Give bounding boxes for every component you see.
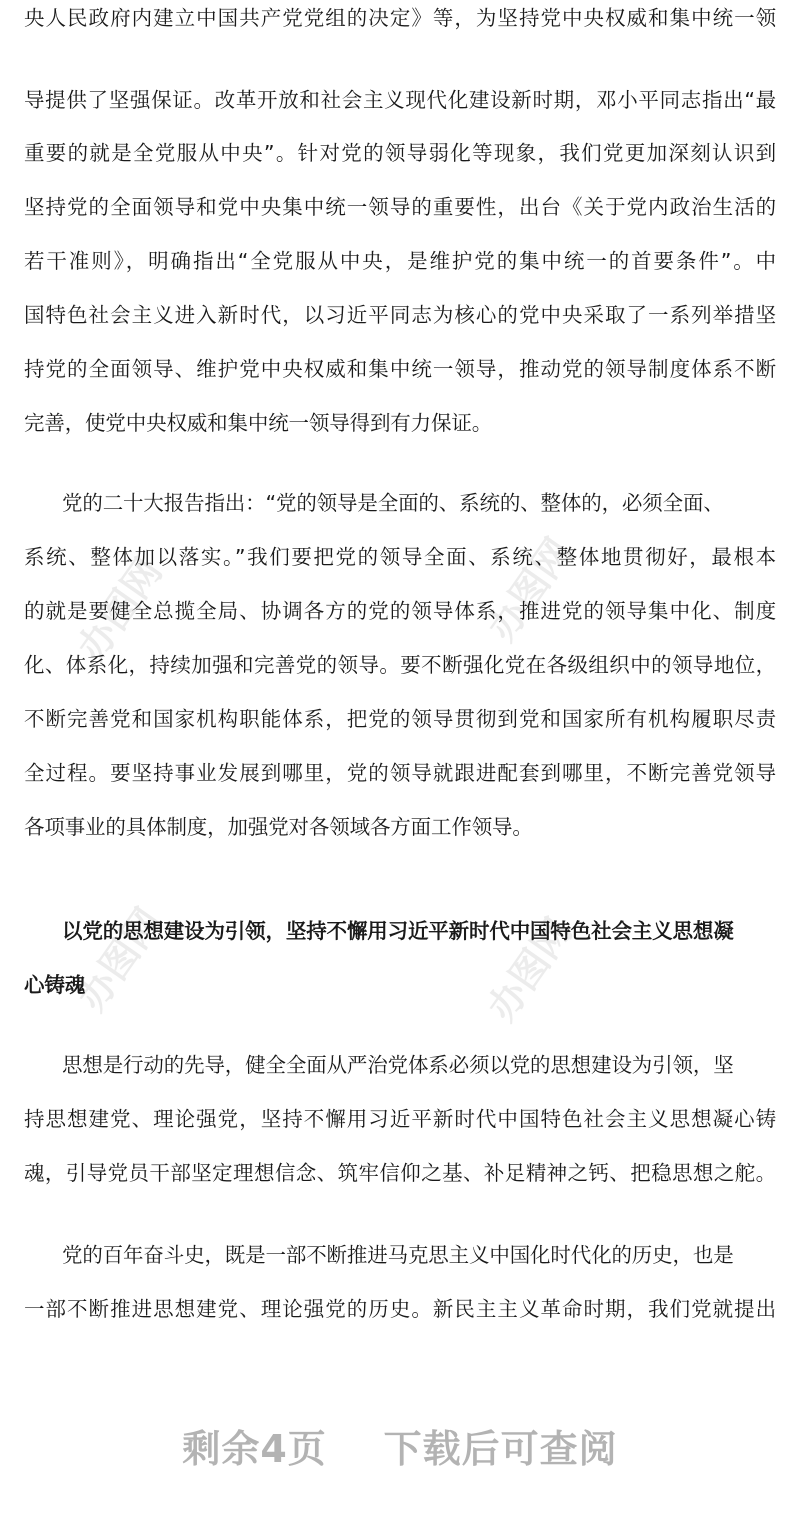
text-line: 不断完善党和国家机构职能体系，把党的领导贯彻到党和国家所有机构履职尽责 bbox=[24, 707, 776, 731]
text-line: 全过程。要坚持事业发展到哪里，党的领导就跟进配套到哪里，不断完善党领导 bbox=[24, 761, 776, 785]
watermark: 办图网 bbox=[479, 910, 581, 1029]
text-line: 持思想建党、理论强党，坚持不懈用习近平新时代中国特色社会主义思想凝心铸 bbox=[24, 1107, 776, 1131]
text-line: 央人民政府内建立中国共产党党组的决定》等，为坚持党中央权威和集中统一领 bbox=[24, 6, 776, 30]
text-line: 若干准则》，明确指出“全党服从中央，是维护党的集中统一的首要条件”。中 bbox=[24, 249, 776, 273]
text-line: 系统、整体加以落实。”我们要把党的领导全面、系统、整体地贯彻好，最根本 bbox=[24, 545, 776, 569]
text-line: 持党的全面领导、维护党中央权威和集中统一领导，推动党的领导制度体系不断 bbox=[24, 357, 776, 381]
text-line: 完善，使党中央权威和集中统一领导得到有力保证。 bbox=[24, 411, 493, 435]
section-heading: 以党的思想建设为引领，坚持不懈用习近平新时代中国特色社会主义思想凝 bbox=[62, 919, 734, 943]
text-line: 化、体系化，持续加强和完善党的领导。要不断强化党在各级组织中的领导地位， bbox=[24, 653, 776, 677]
watermark: 办图网 bbox=[479, 530, 581, 649]
paragraph-first-line: 党的二十大报告指出：“党的领导是全面的、系统的、整体的，必须全面、 bbox=[62, 491, 724, 515]
text-line: 各项事业的具体制度，加强党对各领域各方面工作领导。 bbox=[24, 815, 533, 839]
watermark: 办图网 bbox=[69, 550, 171, 669]
remaining-pages-notice: 剩余4页 下载后可查阅 bbox=[182, 1427, 618, 1471]
text-line: 导提供了坚强保证。改革开放和社会主义现代化建设新时期，邓小平同志指出“最 bbox=[24, 88, 776, 112]
text-line: 坚持党的全面领导和党中央集中统一领导的重要性，出台《关于党内政治生活的 bbox=[24, 195, 776, 219]
paragraph-first-line: 思想是行动的先导，健全全面从严治党体系必须以党的思想建设为引领，坚 bbox=[62, 1053, 734, 1077]
text-line: 国特色社会主义进入新时代，以习近平同志为核心的党中央采取了一系列举措坚 bbox=[24, 303, 776, 327]
watermark: 办图网 bbox=[69, 900, 171, 1019]
text-line: 一部不断推进思想建党、理论强党的历史。新民主主义革命时期，我们党就提出 bbox=[24, 1297, 776, 1321]
text-line: 的就是要健全总揽全局、协调各方的党的领导体系，推进党的领导集中化、制度 bbox=[24, 599, 776, 623]
paragraph-first-line: 党的百年奋斗史，既是一部不断推进马克思主义中国化时代化的历史，也是 bbox=[62, 1243, 734, 1267]
text-line: 重要的就是全党服从中央”。针对党的领导弱化等现象，我们党更加深刻认识到 bbox=[24, 141, 776, 165]
section-heading-cont: 心铸魂 bbox=[24, 973, 86, 997]
text-line: 魂，引导党员干部坚定理想信念、筑牢信仰之基、补足精神之钙、把稳思想之舵。 bbox=[24, 1161, 776, 1185]
